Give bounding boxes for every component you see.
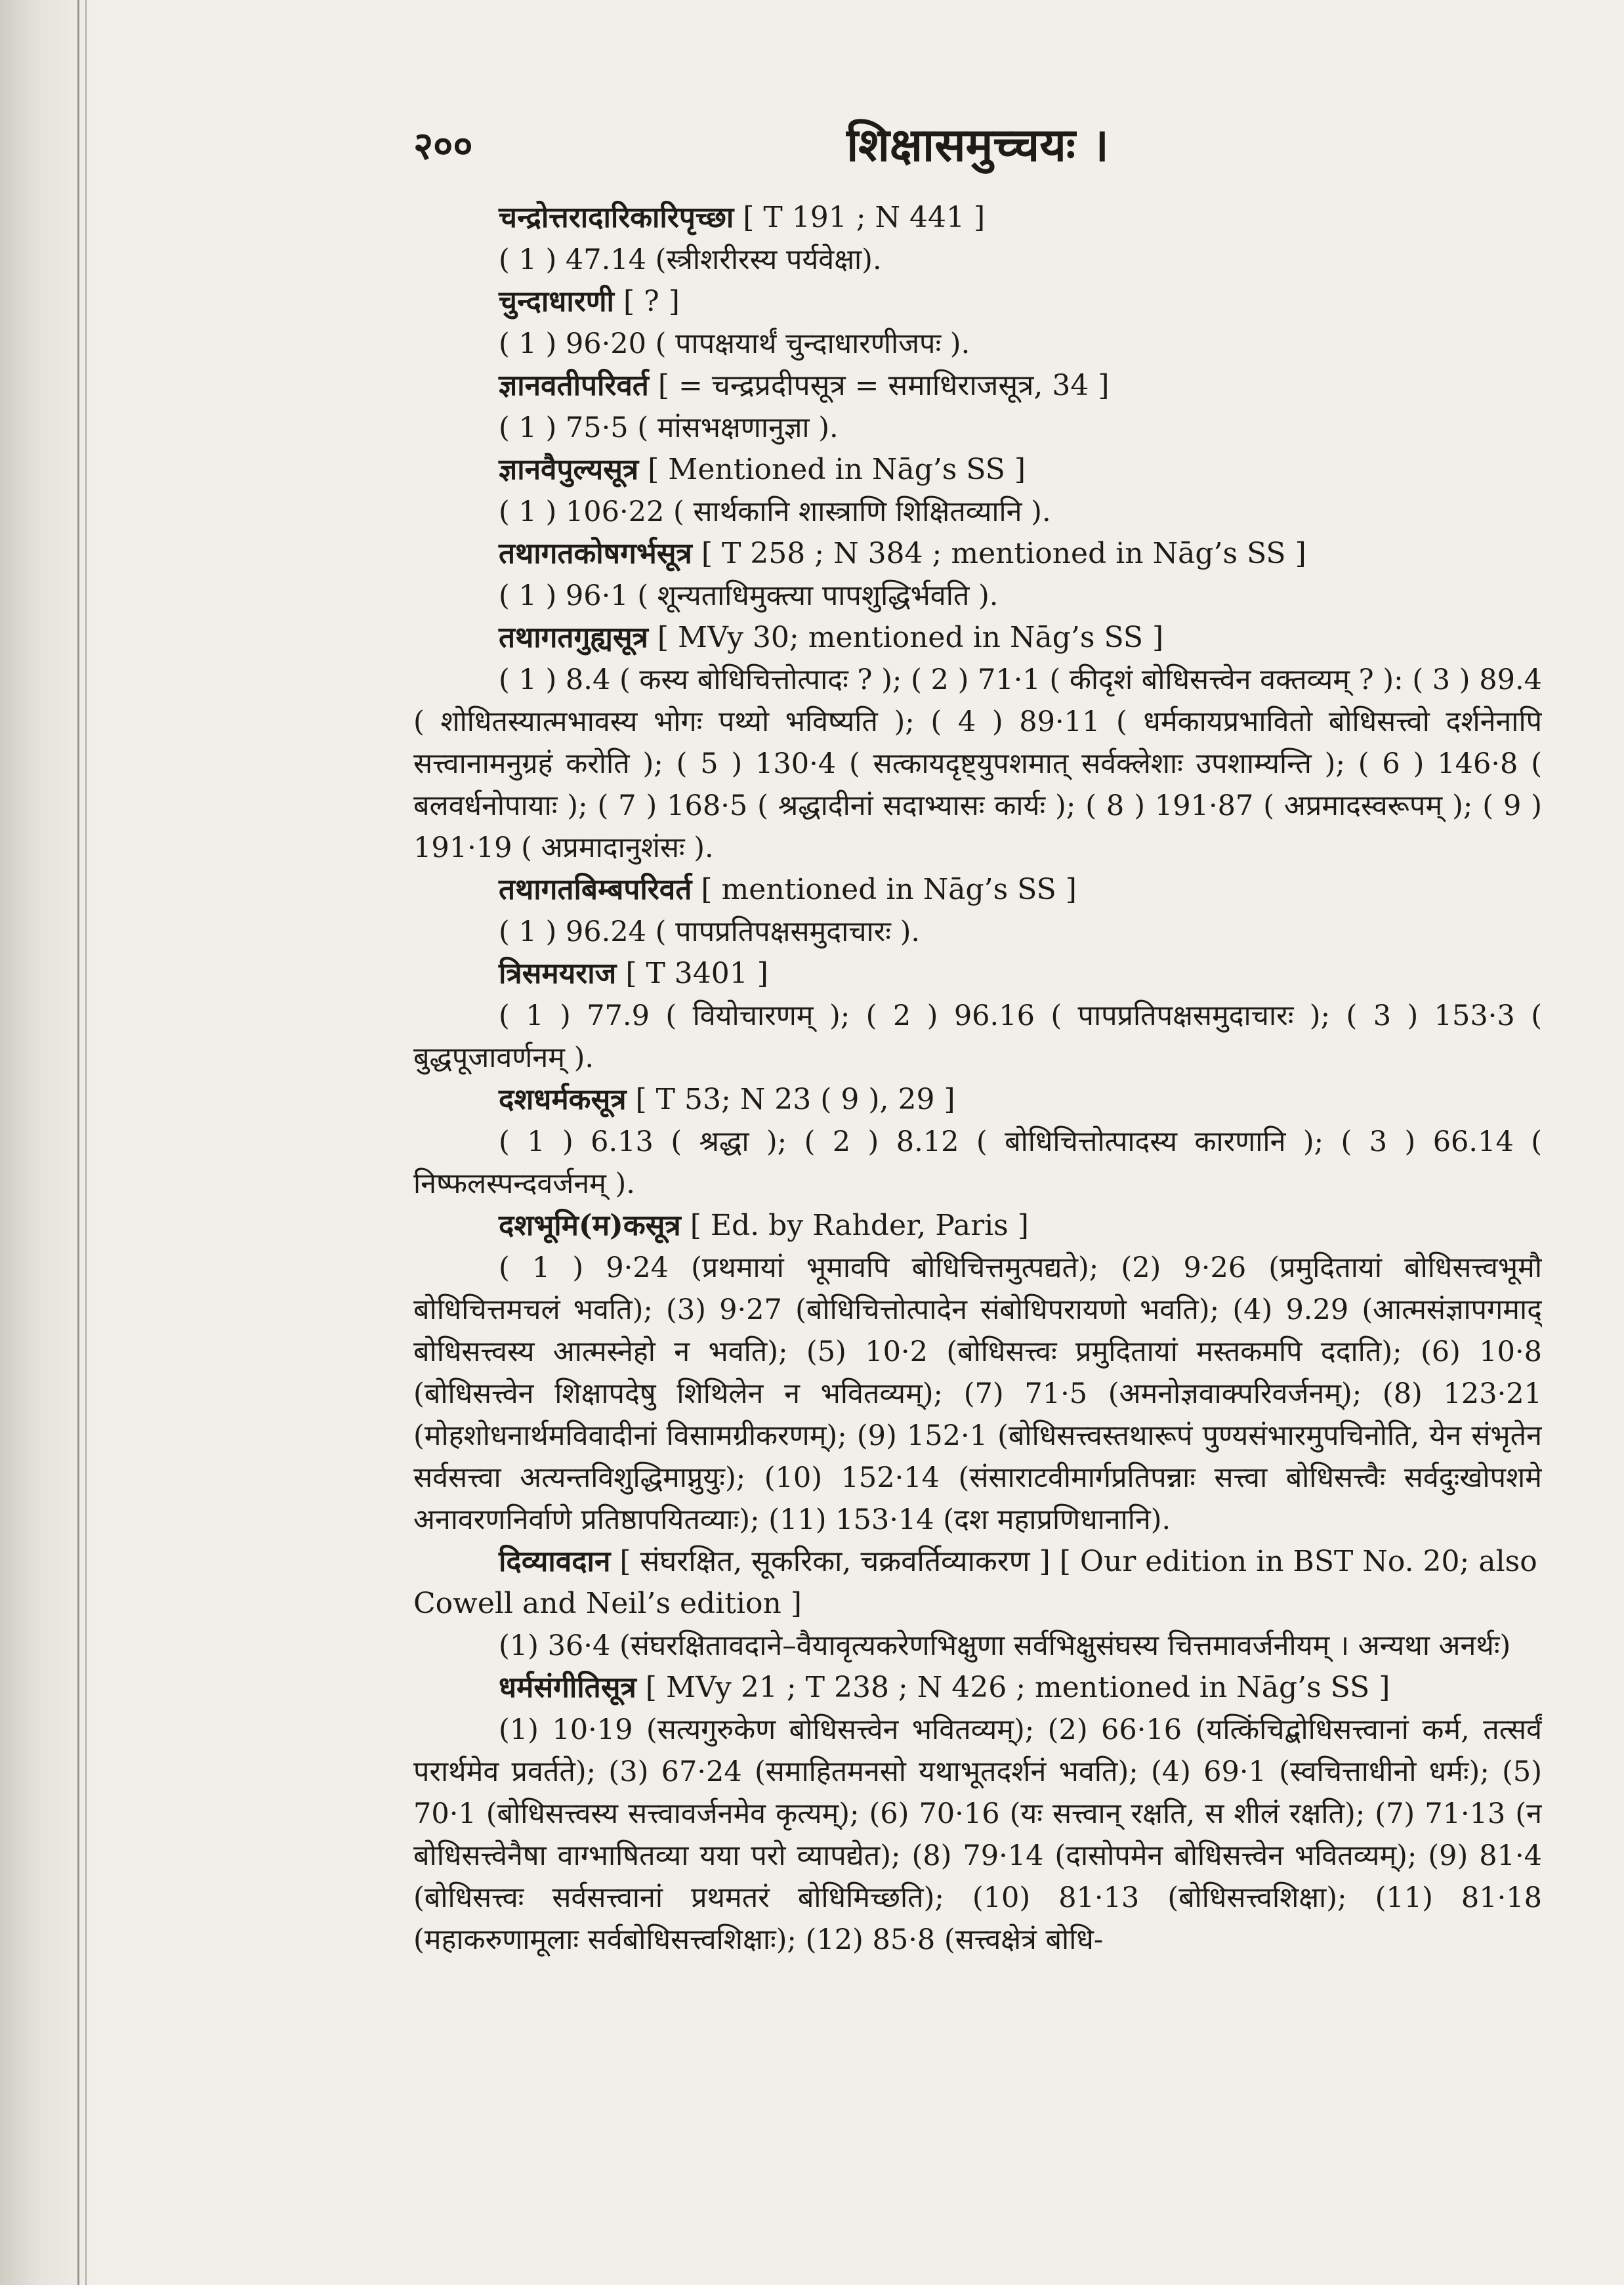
citation-list: ( 1 ) 96.24 ( पापप्रतिपक्षसमुदाचारः ).: [499, 915, 921, 948]
book-binding-edge: [0, 0, 98, 2285]
citation-list: ( 1 ) 8.4 ( कस्य बोधिचित्तोत्पादः ? ); ( 2 ) 71·1 ( कीदृशं बोधिसत्त्वेन वक्तव्यम् ? ): ( 3 ) 89.4 ( शोधितस्यात्मभावस्य भोगः पथ्यो भविष्यति ); ( 4 ) 89·11 ( धर्मकायप्रभावितो बोधिसत्त्वो दर्शनेनापि सत्त्वानामनुग्रहं करोति ); ( 5 ) 130·4 ( सत्कायदृष्ट्युपशमात् सर्वक्लेशाः उपशाम्यन्ति ); ( 6 ) 146·8 ( बलवर्धनोपायाः ); ( 7 ) 168·5 ( श्रद्धादीनां सदाभ्यासः कार्यः ); ( 8 ) 191·87 ( अप्रमादस्वरूपम् ); ( 9 ) 191·19 ( अप्रमादानुशंसः ).: [413, 663, 1542, 864]
entry-title-line: [499, 953, 1542, 995]
entry: [413, 197, 1542, 281]
entry: [413, 281, 1542, 365]
citation-list: ( 1 ) 77.9 ( वियोचारणम् ); ( 2 ) 96.16 ( पापप्रतिपक्षसमुदाचारः ); ( 3 ) 153·3 ( बुद्धपूजावर्णनम् ).: [413, 999, 1542, 1074]
text-title: तथागतबिम्बपरिवर्त: [499, 873, 692, 906]
entry: [413, 869, 1542, 953]
text-title: त्रिसमयराज: [499, 957, 617, 990]
entry-title-line: [499, 1079, 1542, 1121]
text-title: तथागतगुह्यसूत्र: [499, 621, 648, 654]
text-reference: [ MVy 30; mentioned in Nāg’s SS ]: [657, 621, 1164, 654]
citation-list: ( 1 ) 106·22 ( सार्थकानि शास्त्राणि शिक्षितव्यानि ).: [499, 495, 1051, 528]
entry: [413, 533, 1542, 617]
running-head: शिक्षासमुच्चयः ।: [846, 117, 1109, 172]
text-reference: [ Ed. by Rahder, Paris ]: [690, 1209, 1029, 1242]
entry-title-line: [499, 617, 1542, 659]
entry-title-line: [499, 533, 1542, 575]
citation-list: (1) 10·19 (सत्यगुरुकेण बोधिसत्त्वेन भवितव्यम्); (2) 66·16 (यत्किंचिद्बोधिसत्त्वानां कर्म, तत्सर्वं परार्थमेव प्रवर्तते); (3) 67·24 (समाहितमनसो यथाभूतदर्शनं भवति); (4) 69·1 (स्वचित्ताधीनो धर्मः); (5) 70·1 (बोधिसत्त्वस्य सत्त्वावर्जनमेव कृत्यम्); (6) 70·16 (यः सत्त्वान् रक्षति, स शीलं रक्षति); (7) 71·13 (न बोधिसत्त्वेनैषा वाग्भाषितव्या यया परो व्यापद्येत); (8) 79·14 (दासोपमेन बोधिसत्त्वेन भवितव्यम्); (9) 81·4 (बोधिसत्त्वः सर्वसत्त्वानां प्रथमतरं बोधिमिच्छति); (10) 81·13 (बोधिसत्त्वशिक्षा); (11) 81·18 (महाकरुणामूलाः सर्वबोधिसत्त्वशिक्षाः); (12) 85·8 (सत्त्वक्षेत्रं बोधि-: [413, 1713, 1542, 1956]
entry: [413, 1541, 1542, 1667]
text-title: दशभूमि(म)कसूत्र: [499, 1209, 681, 1242]
text-reference: [ T 258 ; N 384 ; mentioned in Nāg’s SS ]: [701, 537, 1306, 570]
text-reference: [ T 191 ; N 441 ]: [743, 201, 986, 234]
citation-list: ( 1 ) 96·1 ( शून्यताधिमुक्त्या पापशुद्धिर्भवति ).: [499, 579, 999, 612]
entry-title-line: [499, 197, 1542, 239]
text-title: धर्मसंगीतिसूत्र: [499, 1671, 636, 1704]
index-entries: [413, 197, 1542, 2231]
entry: [413, 365, 1542, 449]
entry: [413, 1205, 1542, 1541]
entry: [413, 953, 1542, 1079]
entry-title-line: [499, 449, 1542, 491]
entry-title-line: [413, 1541, 1542, 1625]
citation-list: (1) 36·4 (संघरक्षितावदाने–वैयावृत्यकरेणभिक्षुणा सर्वभिक्षुसंघस्य चित्तमावर्जनीयम् । अन्यथा अनर्थः): [499, 1629, 1511, 1662]
text-title: दशधर्मकसूत्र: [499, 1083, 627, 1116]
citation-list: ( 1 ) 96·20 ( पापक्षयार्थं चुन्दाधारणीजपः ).: [499, 327, 970, 360]
entry-title-line: [499, 281, 1542, 323]
text-title: तथागतकोषगर्भसूत्र: [499, 537, 692, 570]
entry: [413, 617, 1542, 869]
citation-list: ( 1 ) 9·24 (प्रथमायां भूमावपि बोधिचित्तमुत्पद्यते); (2) 9·26 (प्रमुदितायां बोधिसत्त्वभूमौ बोधिचित्तमचलं भवति); (3) 9·27 (बोधिचित्तोत्पादेन संबोधिपरायणो भवति); (4) 9.29 (आत्मसंज्ञापगमाद् बोधिसत्त्वस्य आत्मस्नेहो न भवति); (5) 10·2 (बोधिसत्त्वः प्रमुदितायां मस्तकमपि ददाति); (6) 10·8 (बोधिसत्त्वेन शिक्षापदेषु शिथिलेन न भवितव्यम्); (7) 71·5 (अमनोज्ञवाक्परिवर्जनम्); (8) 123·21 (मोहशोधनार्थमविवादीनां विसामग्रीकरणम्); (9) 152·1 (बोधिसत्त्वस्तथारूपं पुण्यसंभारमुपचिनोति, येन संभृतेन सर्वसत्त्वा अत्यन्तविशुद्धिमाप्नुयुः); (10) 152·14 (संसाराटवीमार्गप्रतिपन्नाः सत्त्वा बोधिसत्त्वैः सर्वदुःखोपशमे अनावरणनिर्वाणे प्रतिष्ठापयितव्याः); (11) 153·14 (दश महाप्रणिधानानि).: [413, 1251, 1542, 1536]
text-reference: [ = चन्द्रप्रदीपसूत्र = समाधिराजसूत्र, 34 ]: [657, 369, 1110, 402]
citation-list: ( 1 ) 75·5 ( मांसभक्षणानुज्ञा ).: [499, 411, 839, 444]
text-title: ज्ञानवैपुल्यसूत्र: [499, 453, 639, 486]
text-reference: [ T 53; N 23 ( 9 ), 29 ]: [635, 1083, 955, 1116]
citation-list: ( 1 ) 6.13 ( श्रद्धा ); ( 2 ) 8.12 ( बोधिचित्तोत्पादस्य कारणानि ); ( 3 ) 66.14 ( निष्फलस्पन्दवर्जनम् ).: [413, 1125, 1542, 1200]
binding-line: [85, 0, 87, 2285]
citation-list: ( 1 ) 47.14 (स्त्रीशरीरस्य पर्यवेक्षा).: [499, 243, 882, 276]
page-header: [413, 112, 1542, 177]
text-reference: [ MVy 21 ; T 238 ; N 426 ; mentioned in Nāg’s SS ]: [645, 1671, 1390, 1704]
entry: [413, 449, 1542, 533]
text-title: ज्ञानवतीपरिवर्त: [499, 369, 649, 402]
page-number: २००: [413, 123, 473, 168]
entry-title-line: [499, 1205, 1542, 1247]
text-reference: [ mentioned in Nāg’s SS ]: [701, 873, 1077, 906]
text-title: दिव्यावदान: [499, 1545, 611, 1578]
text-reference: [ T 3401 ]: [625, 957, 768, 990]
entry: [413, 1667, 1542, 1961]
entry: [413, 1079, 1542, 1205]
binding-line: [77, 0, 79, 2285]
text-title: चन्द्रोत्तरादारिकारिपृच्छा: [499, 201, 734, 234]
text-reference: [ संघरक्षित, सूकरिका, चक्रवर्तिव्याकरण ] [ Our edition in BST No. 20; also Cowell and Neil’s edition ]: [413, 1545, 1537, 1620]
entry-title-line: [499, 365, 1542, 407]
text-reference: [ ? ]: [623, 285, 680, 318]
entry-title-line: [499, 869, 1542, 911]
text-title: चुन्दाधारणी: [499, 285, 614, 318]
entry-title-line: [499, 1667, 1542, 1709]
text-reference: [ Mentioned in Nāg’s SS ]: [648, 453, 1026, 486]
